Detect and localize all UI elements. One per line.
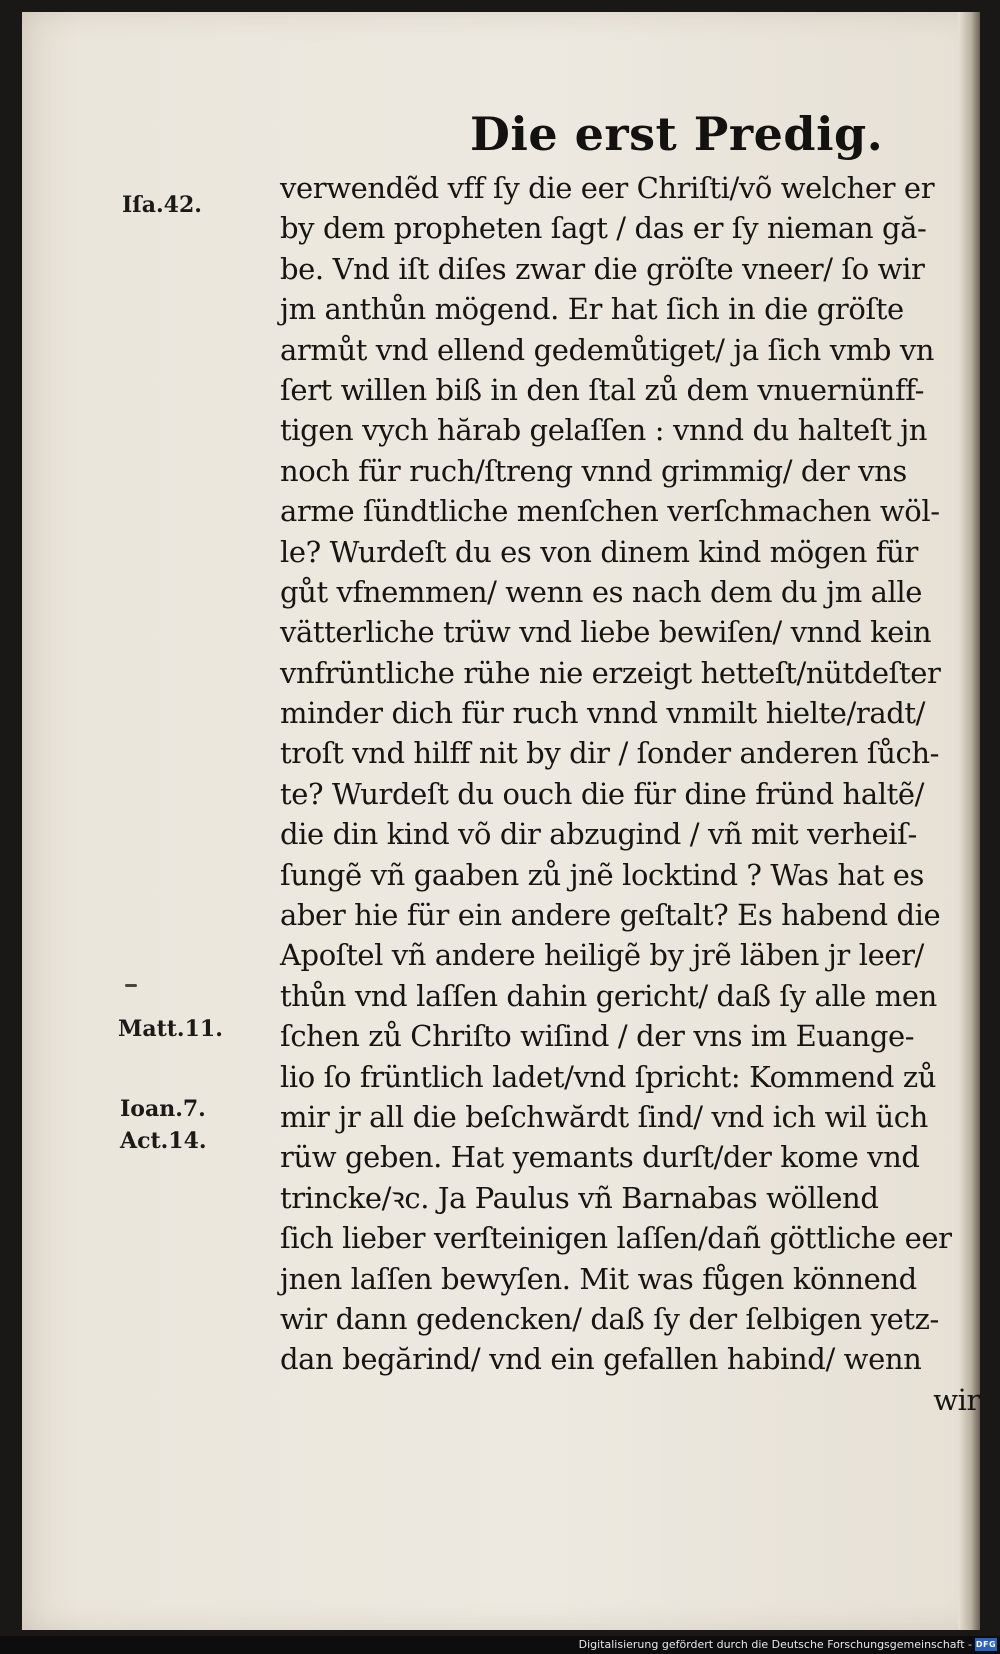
text-line: be. Vnd iſt diſes zwar die gröſte vneer/ ſo wir bbox=[280, 251, 925, 286]
text-line: te? Wurdeſt du ouch die für dine fründ haltẽ/ bbox=[280, 776, 924, 811]
text-line: mir jr all die beſchwărdt ſind/ vnd ich wil üch bbox=[280, 1099, 928, 1134]
text-line: by dem propheten ſagt / das er ſy nieman gă- bbox=[280, 211, 927, 246]
text-line: lio ſo früntlich ladet/vnd ſpricht: Kommend zů bbox=[280, 1059, 937, 1094]
text-line: Apoſtel vñ andere heiligẽ by jrẽ läben jr leer/ bbox=[280, 938, 924, 973]
text-line: vätterliche trüw vnd liebe bewiſen/ vnnd kein bbox=[280, 615, 932, 650]
text-line: ſert willen biß in den ſtal zů dem vnuernünff- bbox=[280, 372, 924, 407]
text-line: verwendẽd vff ſy die eer Chriſti/võ welcher er bbox=[280, 171, 935, 205]
text-line: aber hie für ein andere geſtalt? Es habend die bbox=[280, 898, 941, 933]
text-line: die din kind võ dir abzugind / vñ mit verheiſ- bbox=[280, 817, 917, 852]
text-line: armůt vnd ellend gedemůtiget/ ja ſich vmb vn bbox=[280, 332, 935, 367]
text-line: jm anthůn mögend. Er hat ſich in die gröſte bbox=[280, 292, 904, 327]
text-line: trincke/ꝛc. Ja Paulus vñ Barnabas wöllend bbox=[280, 1180, 879, 1215]
text-line: gůt vfnemmen/ wenn es nach dem du jm alle bbox=[280, 574, 923, 609]
text-line: thůn vnd laſſen dahin gericht/ daß ſy alle men bbox=[280, 978, 937, 1013]
footer-bar bbox=[0, 1636, 1000, 1654]
text-line: arme ſündtliche menſchen verſchmachen wöl- bbox=[280, 494, 940, 529]
footer-credit: Digitalisierung gefördert durch die Deutsche Forschungsgemeinschaft - bbox=[578, 1638, 972, 1651]
margin-note-ioan: Ioan.7. bbox=[120, 1096, 206, 1122]
ink-mark bbox=[125, 984, 137, 987]
text-line: troſt vnd hilff nit by dir / ſonder anderen ſůch- bbox=[280, 736, 940, 771]
margin-note-isa: Iſa.42. bbox=[122, 192, 202, 218]
dfg-logo: DFG bbox=[975, 1640, 997, 1649]
text-line: vnfrüntliche rühe nie erzeigt hetteſt/nütdeſter bbox=[280, 655, 941, 690]
text-line: dan begărind/ vnd ein gefallen habind/ wenn bbox=[280, 1342, 922, 1377]
text-line: noch für ruch/ſtreng vnnd grimmig/ der vns bbox=[280, 453, 907, 488]
text-line: jnen laſſen bewyſen. Mit was fůgen könnend bbox=[280, 1261, 917, 1296]
margin-note-matt: Matt.11. bbox=[118, 1016, 223, 1042]
book-page bbox=[22, 12, 980, 1630]
running-heading: Die erst Predig. bbox=[470, 107, 884, 161]
text-line: tigen vych hărab gelaſſen : vnnd du halteſt jn bbox=[280, 413, 928, 448]
text-line: wir bbox=[933, 1382, 980, 1417]
body-text bbox=[280, 168, 980, 1420]
text-line: ſchen zů Chriſto wiſind / der vns im Euange- bbox=[280, 1019, 915, 1054]
text-line: wir dann gedencken/ daß ſy der ſelbigen yetz- bbox=[280, 1301, 939, 1336]
margin-note-act: Act.14. bbox=[120, 1128, 207, 1154]
text-line: ſungẽ vñ gaaben zů jnẽ locktind ? Was hat es bbox=[280, 857, 924, 892]
text-line: rüw geben. Hat yemants durſt/der kome vnd bbox=[280, 1140, 920, 1175]
text-line: le? Wurdeſt du es von dinem kind mögen für bbox=[280, 534, 918, 569]
text-line: ſich lieber verſteinigen laſſen/dañ göttliche eer bbox=[280, 1221, 952, 1256]
text-line: minder dich für ruch vnnd vnmilt hielte/radt/ bbox=[280, 696, 926, 731]
